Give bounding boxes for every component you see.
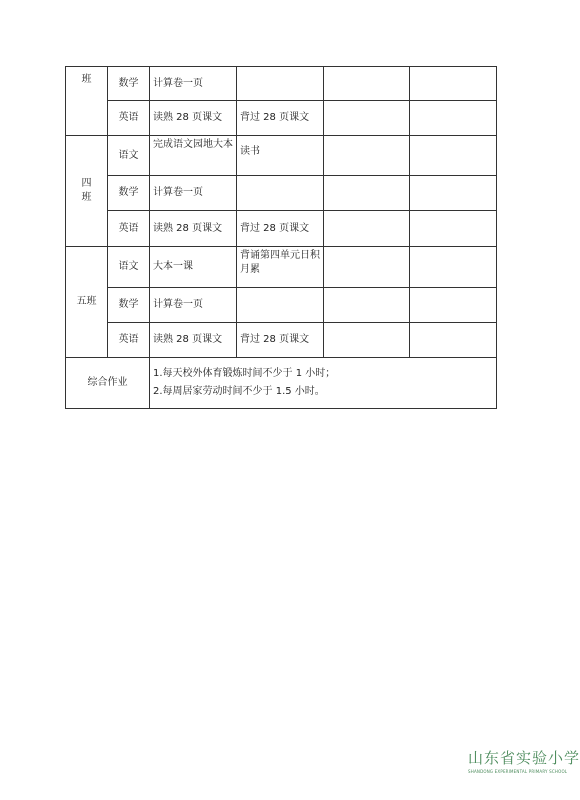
class-cell [66,136,108,247]
note-line: 1.每天校外体育锻炼时间不少于 1 小时； [153,368,336,379]
homework-cell [324,247,410,288]
homework-cell: 大本一课 [150,247,237,288]
homework-cell: 完成语文园地大本 [150,136,237,176]
homework-cell [324,101,410,136]
homework-cell [410,323,497,358]
subject-cell: 语文 [108,136,150,176]
note-line: 2.每周居家劳动时间不少于 1.5 小时。 [153,386,325,397]
homework-cell [324,176,410,211]
homework-cell [324,136,410,176]
homework-cell [324,67,410,101]
comprehensive-notes [150,358,497,409]
homework-cell: 背过 28 页课文 [237,211,324,247]
homework-cell: 读书 [237,136,324,176]
homework-cell: 读熟 28 页课文 [150,211,237,247]
homework-cell [410,101,497,136]
table-row [66,136,497,176]
homework-cell [410,176,497,211]
homework-cell [324,323,410,358]
school-logo-cn: 山东省实验小学 [468,749,580,767]
homework-cell [410,67,497,101]
homework-cell [410,247,497,288]
homework-cell: 背过 28 页课文 [237,101,324,136]
class-label-line: 四 [81,178,92,189]
homework-cell: 计算卷一页 [150,288,237,323]
subject-cell: 英语 [108,211,150,247]
table-row [66,176,497,211]
comprehensive-label: 综合作业 [66,358,150,409]
school-logo-en: SHANDONG EXPERIMENTAL PRIMARY SCHOOL [468,769,568,774]
homework-cell [324,211,410,247]
homework-table [65,66,497,409]
homework-cell [237,67,324,101]
homework-cell: 计算卷一页 [150,67,237,101]
homework-cell [410,211,497,247]
subject-cell: 英语 [108,323,150,358]
class-label-line: 班 [81,192,92,203]
subject-cell: 数学 [108,176,150,211]
class-cell: 班 [66,67,108,136]
homework-cell [410,288,497,323]
subject-cell: 语文 [108,247,150,288]
table-row [66,247,497,288]
table-row [66,323,497,358]
table-row [66,67,497,101]
homework-cell: 读熟 28 页课文 [150,323,237,358]
homework-cell: 背诵第四单元日积月累 [237,247,324,288]
homework-cell [237,288,324,323]
homework-cell: 计算卷一页 [150,176,237,211]
table-row [66,358,497,409]
subject-cell: 英语 [108,101,150,136]
homework-cell: 读熟 28 页课文 [150,101,237,136]
table-row [66,101,497,136]
homework-cell [410,136,497,176]
subject-cell: 数学 [108,288,150,323]
school-logo [468,747,580,777]
homework-cell [237,176,324,211]
homework-cell: 背过 28 页课文 [237,323,324,358]
subject-cell: 数学 [108,67,150,101]
class-cell: 五班 [66,247,108,358]
table-row [66,288,497,323]
homework-cell [324,288,410,323]
table-row [66,211,497,247]
